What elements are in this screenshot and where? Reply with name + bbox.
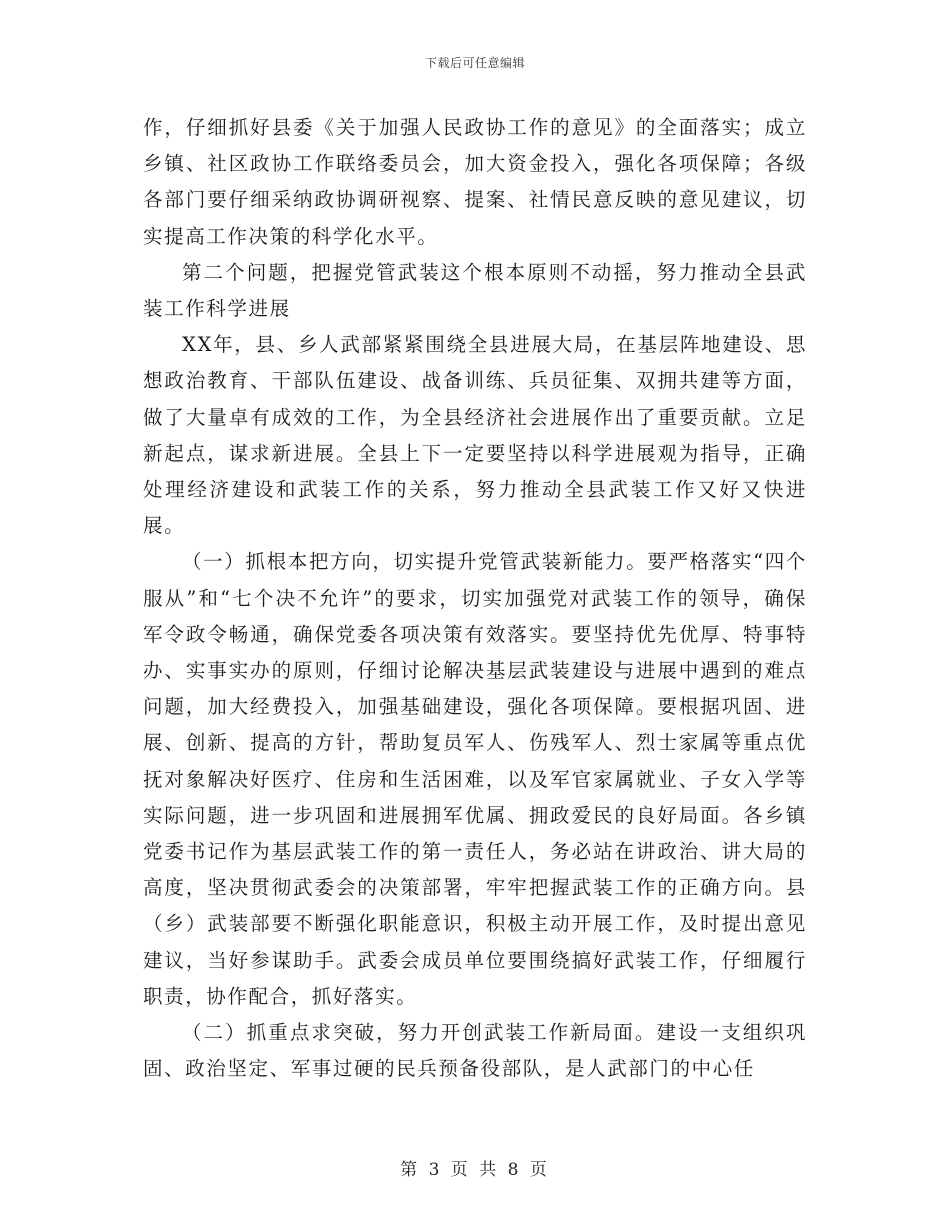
document-body [143,110,807,1087]
paragraph-4: （一）抓根本把方向，切实提升党管武装新能力。要严格落实“四个服从”和“七个决不允许”的要求，切实加强党对武装工作的领导，确保军令政令畅通，确保党委各项决策有效落实。要坚持优先优厚、特事特办、实事实办的原则，仔细讨论解决基层武装建设与进展中遇到的难点问题，加大经费投入，加强基础建设，强化各项保障。要根据巩固、进展、创新、提高的方针，帮助复员军人、伤残军人、烈士家属等重点优抚对象解决好医疗、住房和生活困难，以及军官家属就业、子女入学等实际问题，进一步巩固和进展拥军优属、拥政爱民的良好局面。各乡镇党委书记作为基层武装工作的第一责任人，务必站在讲政治、讲大局的高度，坚决贯彻武委会的决策部署，牢牢把握武装工作的正确方向。县（乡）武装部要不断强化职能意识，积极主动开展工作，及时提出意见建议，当好参谋助手。武委会成员单位要围绕搞好武装工作，仔细履行职责，协作配合，抓好落实。 [143,550,807,1008]
paragraph-2-heading: 第二个问题，把握党管武装这个根本原则不动摇，努力推动全县武装工作科学进展 [143,260,807,321]
paragraph-3: XX年，县、乡人武部紧紧围绕全县进展大局，在基层阵地建设、思想政治教育、干部队伍建设、战备训练、兵员征集、双拥共建等方面，做了大量卓有成效的工作，为全县经济社会进展作出了重要贡献。立足新起点，谋求新进展。全县上下一定要坚持以科学进展观为指导，正确处理经济建设和武装工作的关系，努力推动全县武装工作又好又快进展。 [143,333,807,538]
paragraph-1: 作，仔细抓好县委《关于加强人民政协工作的意见》的全面落实；成立乡镇、社区政协工作联络委员会，加大资金投入，强化各项保障；各级各部门要仔细采纳政协调研视察、提案、社情民意反映的意见建议，切实提高工作决策的科学化水平。 [143,116,807,248]
page-number: 第 3 页 共 8 页 [400,1160,550,1180]
paragraph-5: （二）抓重点求突破，努力开创武装工作新局面。建设一支组织巩固、政治坚定、军事过硬的民兵预备役部队，是人武部门的中心任 [143,1021,807,1081]
page-header-note: 下载后可任意编辑 [424,56,525,70]
